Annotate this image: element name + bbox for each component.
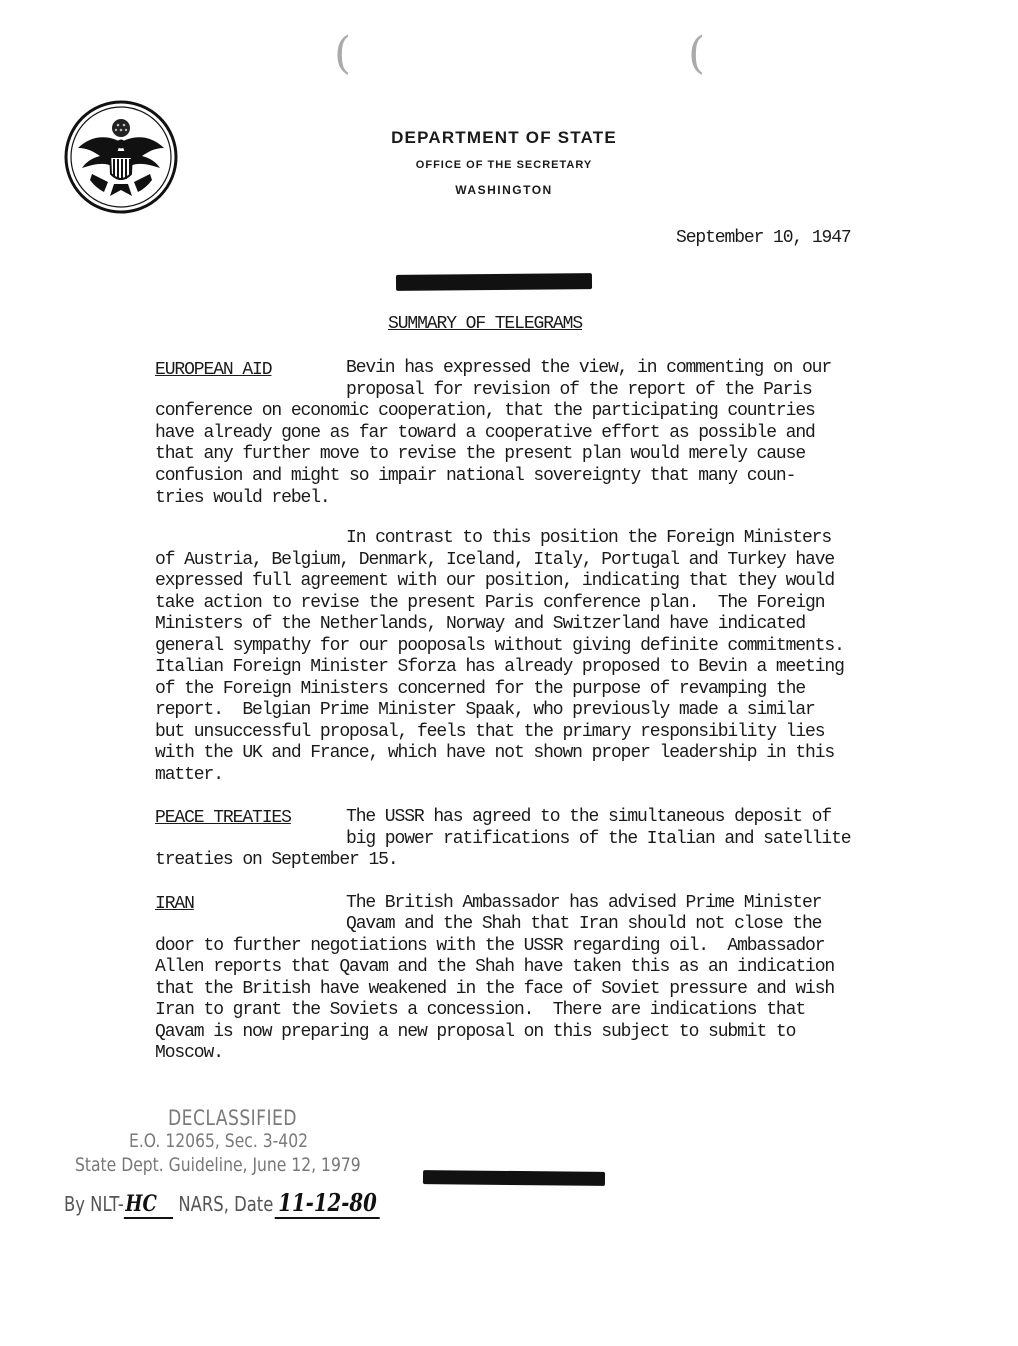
european-aid-line: proposal for revision of the report of the Paris <box>346 380 812 400</box>
section-heading-iran: IRAN <box>155 894 194 914</box>
european-aid-line: matter. <box>155 765 223 785</box>
european-aid-line: Ministers of the Netherlands, Norway and Switzerland have indicated <box>155 614 806 634</box>
european-aid-line: of the Foreign Ministers concerned for the purpose of revamping the <box>155 679 806 699</box>
section-heading-peace-treaties: PEACE TREATIES <box>155 808 291 828</box>
declassification-date: 11-12-80 <box>275 1188 380 1219</box>
declassified-stamp: DECLASSIFIED <box>168 1106 297 1130</box>
european-aid-line: Italian Foreign Minister Sforza has already proposed to Bevin a meeting <box>155 657 844 677</box>
european-aid-line: of Austria, Belgium, Denmark, Iceland, Italy, Portugal and Turkey have <box>155 550 835 570</box>
classification-redaction-bottom <box>423 1170 605 1186</box>
european-aid-line: conference on economic cooperation, that the participating countries <box>155 401 815 421</box>
european-aid-line: tries would rebel. <box>155 488 330 508</box>
european-aid-line: In contrast to this position the Foreign Ministers <box>346 528 832 548</box>
peace-treaties-line: The USSR has agreed to the simultaneous deposit of <box>346 807 832 827</box>
iran-line: Iran to grant the Soviets a concession. There are indications that <box>155 1000 806 1020</box>
european-aid-line: report. Belgian Prime Minister Spaak, who previously made a similar <box>155 700 815 720</box>
peace-treaties-line: treaties on September 15. <box>155 850 398 870</box>
european-aid-line: that any further move to revise the present plan would merely cause <box>155 444 806 464</box>
peace-treaties-line: big power ratifications of the Italian and satellite <box>346 829 851 849</box>
iran-line: door to further negotiations with the USSR regarding oil. Ambassador <box>155 936 825 956</box>
authorization-prefix: By NLT- <box>64 1192 124 1216</box>
document-date: September 10, 1947 <box>676 228 851 248</box>
hole-mark-left: ( <box>334 28 352 79</box>
nars-label: NARS, Date <box>178 1192 274 1216</box>
iran-line: that the British have weakened in the face of Soviet pressure and wish <box>155 979 835 999</box>
city-subheading: WASHINGTON <box>455 183 553 197</box>
european-aid-line: take action to revise the present Paris conference plan. The Foreign <box>155 593 825 613</box>
guideline-reference: State Dept. Guideline, June 12, 1979 <box>75 1154 361 1176</box>
iran-line: Qavam and the Shah that Iran should not close the <box>346 914 822 934</box>
office-subheading: OFFICE OF THE SECRETARY <box>415 159 593 171</box>
european-aid-line: have already gone as far toward a cooperative effort as possible and <box>155 423 815 443</box>
european-aid-line: with the UK and France, which have not shown proper leadership in this <box>155 743 835 763</box>
hole-mark-right: ( <box>688 28 706 79</box>
iran-line: Allen reports that Qavam and the Shah have taken this as an indication <box>155 957 835 977</box>
authorization-line <box>64 1188 380 1217</box>
department-heading: DEPARTMENT OF STATE <box>391 128 617 147</box>
authorizer-initials: HC <box>124 1191 173 1219</box>
document-title: SUMMARY OF TELEGRAMS <box>388 314 583 334</box>
iran-line: Moscow. <box>155 1043 223 1063</box>
classification-redaction-top <box>396 273 592 291</box>
iran-line: Qavam is now preparing a new proposal on this subject to submit to <box>155 1022 796 1042</box>
executive-order-reference: E.O. 12065, Sec. 3-402 <box>129 1130 309 1152</box>
european-aid-line: general sympathy for our pooposals without giving definite commitments. <box>155 636 844 656</box>
european-aid-line: but unsuccessful proposal, feels that the primary responsibility lies <box>155 722 825 742</box>
state-department-seal-icon <box>64 100 178 214</box>
european-aid-line: confusion and might so impair national sovereignty that many coun- <box>155 466 796 486</box>
section-heading-european-aid: EUROPEAN AID <box>155 360 272 380</box>
european-aid-line: expressed full agreement with our position, indicating that they would <box>155 571 835 591</box>
european-aid-line: Bevin has expressed the view, in commenting on our <box>346 358 832 378</box>
iran-line: The British Ambassador has advised Prime Minister <box>346 893 822 913</box>
